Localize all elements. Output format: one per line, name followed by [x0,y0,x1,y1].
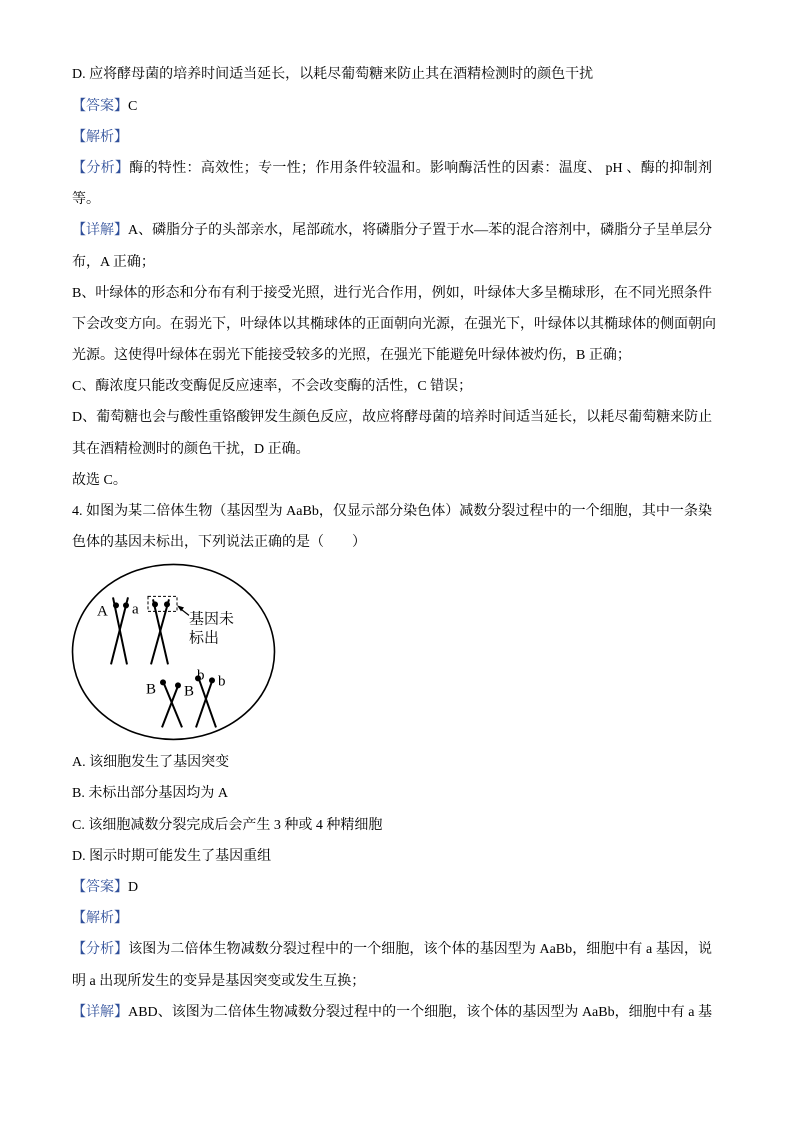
label-gene-A: A [97,603,108,620]
q4-answer [72,872,722,903]
chromosome-3-arm-right [162,684,179,728]
label-gene-B-left: B [146,681,157,698]
q3-fenxi-label: 【分析】 [72,160,130,176]
q3-detail-d-line-1: D、葡萄糖也会与酸性重铬酸钾发生颜色反应，故应将酵母菌的培养时间适当延长，以耗尽葡萄糖来防止 [72,410,713,426]
q3-conclusion: 故选 C。 [72,472,127,488]
q3-xiangjie-label: 【详解】 [72,223,128,239]
q4-fenxi-line-1 [72,934,712,965]
q3-fenxi-text-1: 酶的特性：高效性；专一性；作用条件较温和。影响酶活性的因素：温度、 pH 、酶的抑制剂 [129,160,713,176]
gene-locus-B-right [175,683,181,689]
q4-stem-line-1: 4. 如图为某二倍体生物（基因型为 AaBb，仅显示部分染色体）减数分裂过程中的一个细胞，其中一条染 [72,504,712,520]
label-gene-b-right: b [217,673,226,690]
label-gene-B-right: B [183,683,194,700]
chromosome-4-arm-right [196,679,213,728]
q4-jiexi-label: 【解析】 [72,911,128,927]
gene-locus-A [113,603,119,609]
q3-answer-label: 【答案】 [72,98,128,114]
label-gene-a: a [132,601,139,618]
note-text-line-2: 标出 [188,628,219,647]
q4-option-c: C. 该细胞减数分裂完成后会产生 3 种或 4 种精细胞 [72,817,383,833]
cell-membrane [73,565,275,740]
q3-detail-a-line-1 [72,215,712,246]
q4-option-d: D. 图示时期可能发生了基因重组 [72,848,272,864]
q3-jiexi-label: 【解析】 [72,129,128,145]
q3-detail-a-line-2: 布，A 正确； [72,254,155,270]
label-gene-b-left: b [196,667,205,684]
gene-locus-unlabeled-right [164,602,170,608]
gene-locus-b-right [209,678,215,684]
q4-option-a: A. 该细胞发生了基因突变 [72,755,230,771]
q3-fenxi-line-2: 等。 [72,192,100,208]
cell-diagram [70,558,280,747]
q3-fenxi-line-1 [72,153,712,184]
q3-detail-c-line-1: C、酶浓度只能改变酶促反应速率，不会改变酶的活性，C 错误； [72,379,473,395]
q3-detail-b-line-2: 下会改变方向。在弱光下，叶绿体以其椭球体的正面朝向光源，在强光下，叶绿体以其椭球体的侧面朝向 [72,316,716,332]
q3-jiexi-heading [72,122,722,153]
q3-detail-d-line-2: 其在酒精检测时的颜色干扰，D 正确。 [72,441,310,457]
q4-fenxi-text-1: 该图为二倍体生物减数分裂过程中的一个细胞，该个体的基因型为 AaBb，细胞中有 a 基因，说 [128,942,712,958]
gene-locus-a [123,603,129,609]
gene-locus-unlabeled-left [152,602,158,608]
q4-detail-line-1 [72,997,712,1028]
q4-answer-value: D [128,879,139,895]
q4-detail-text-1: ABD、该图为二倍体生物减数分裂过程中的一个细胞，该个体的基因型为 AaBb，细胞中有 a 基 [128,1004,713,1020]
q3-detail-a-text-1: A、磷脂分子的头部亲水，尾部疏水，将磷脂分子置于水—苯的混合溶剂中，磷脂分子呈单层分 [128,223,713,239]
q4-jiexi-heading [72,903,722,934]
q3-answer-value: C [128,98,138,114]
q4-cell-figure [72,558,722,747]
q3-answer [72,91,722,122]
q4-stem-line-2: 色体的基因未标出，下列说法正确的是（ ） [72,535,366,551]
q3-detail-b-line-3: 光源。这使得叶绿体在弱光下能接受较多的光照，在强光下能避免叶绿体被灼伤，B 正确； [72,348,631,364]
document-page [72,59,722,1027]
q4-fenxi-line-2: 明 a 出现所发生的变异是基因突变或发生互换； [72,973,366,989]
note-text-line-1: 基因未 [188,609,234,628]
q4-fenxi-label: 【分析】 [72,942,129,958]
chromosome-4-arm-left [198,677,216,728]
q3-option-d: D. 应将酵母菌的培养时间适当延长，以耗尽葡萄糖来防止其在酒精检测时的颜色干扰 [72,67,594,83]
gene-locus-B-left [160,680,166,686]
q4-xiangjie-label: 【详解】 [72,1004,129,1020]
chromosome-3-arm-left [163,682,182,728]
q4-answer-label: 【答案】 [72,879,128,895]
q4-option-b: B. 未标出部分基因均为 A [72,786,228,802]
q3-detail-b-line-1: B、叶绿体的形态和分布有利于接受光照，进行光合作用，例如，叶绿体大多呈椭球形，在不同光照条件 [72,285,712,301]
